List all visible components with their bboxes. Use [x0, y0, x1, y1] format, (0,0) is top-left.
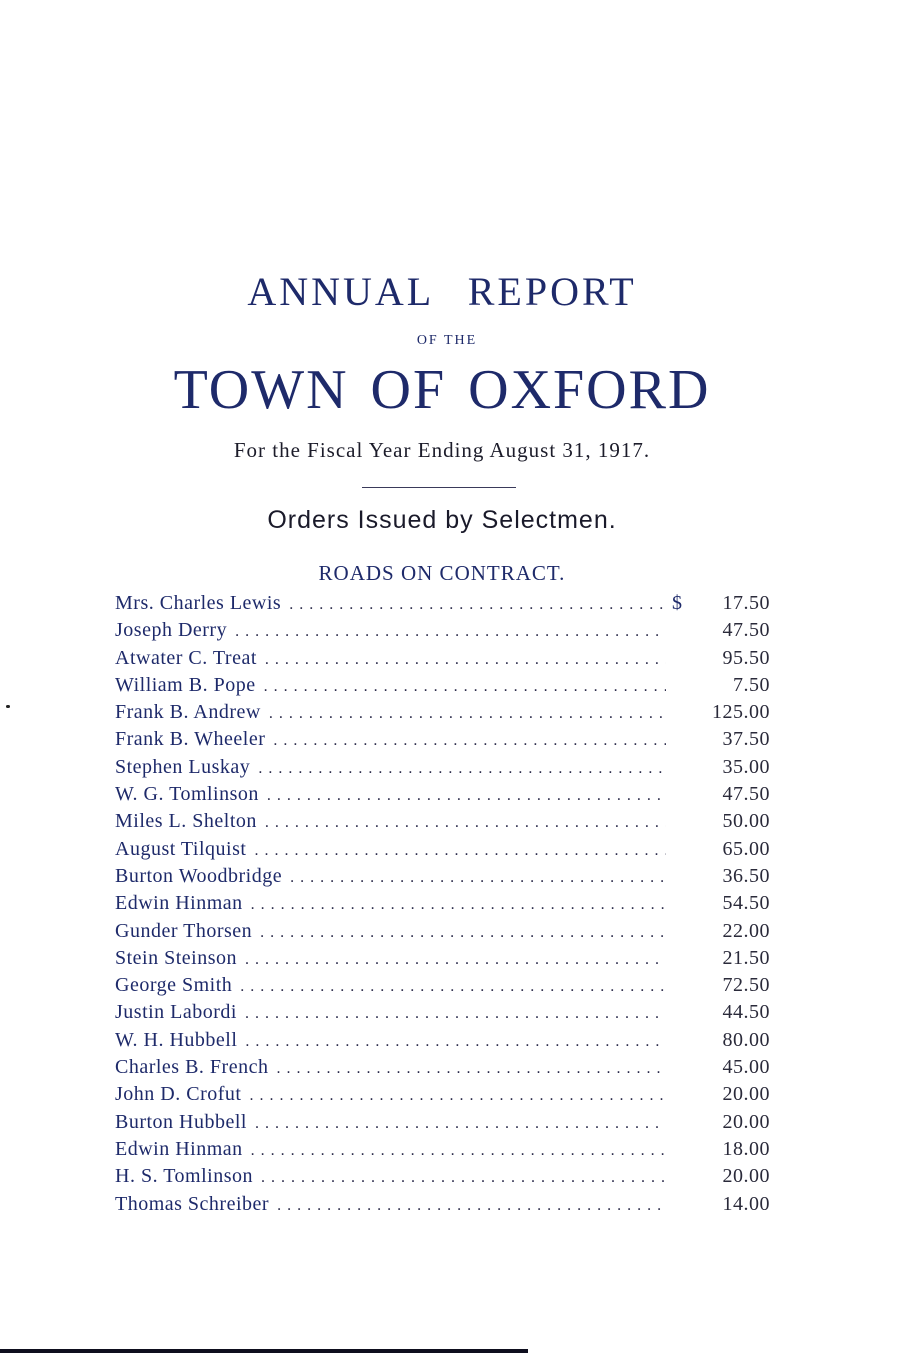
ledger-row	[115, 1165, 770, 1192]
ledger-row	[115, 728, 770, 755]
orders-heading: Orders Issued by Selectmen.	[267, 506, 617, 534]
payment-amount: 45.00	[722, 1056, 770, 1079]
ledger-row	[115, 674, 770, 701]
dot-leader	[251, 1142, 666, 1160]
dot-leader	[251, 896, 666, 914]
payment-amount: 65.00	[722, 837, 770, 860]
dot-leader	[249, 1087, 666, 1105]
ledger-row	[115, 920, 770, 947]
section-heading: ROADS ON CONTRACT.	[318, 561, 566, 585]
ledger-row	[115, 1029, 770, 1056]
ledger-row	[115, 947, 770, 974]
payment-amount: 22.00	[722, 919, 770, 942]
fiscal-year-line: For the Fiscal Year Ending August 31, 1917.	[233, 438, 651, 462]
ledger-row	[115, 619, 770, 646]
payment-amount: 50.00	[722, 810, 770, 833]
dot-leader	[245, 1033, 666, 1051]
town-title: TOWN OF OXFORD	[173, 359, 711, 421]
dot-leader	[254, 842, 666, 860]
dot-leader	[245, 951, 666, 969]
payee-name: Charles B. French	[115, 1056, 269, 1079]
ledger-row	[115, 592, 770, 619]
ledger-row	[115, 865, 770, 892]
dot-leader	[240, 978, 666, 996]
ledger-row	[115, 647, 770, 674]
dot-leader	[265, 814, 666, 832]
dot-leader	[235, 623, 666, 641]
payee-name: Frank B. Andrew	[115, 701, 261, 724]
payment-amount: 21.50	[722, 946, 770, 969]
dot-leader	[276, 1060, 666, 1078]
payment-amount: 20.00	[722, 1165, 770, 1188]
scan-speck	[6, 705, 10, 708]
dot-leader	[290, 869, 666, 887]
payee-name: Justin Labordi	[115, 1001, 237, 1024]
ledger-row	[115, 701, 770, 728]
payee-name: August Tilquist	[115, 837, 247, 860]
ledger-row	[115, 838, 770, 865]
payment-amount: 18.00	[722, 1137, 770, 1160]
payment-amount: 80.00	[722, 1028, 770, 1051]
dollar-sign: $	[672, 592, 683, 614]
payee-name: Joseph Derry	[115, 619, 228, 642]
payee-name: W. G. Tomlinson	[115, 783, 259, 806]
dot-leader	[258, 760, 666, 778]
payment-amount: 47.50	[722, 619, 770, 642]
ledger-row	[115, 810, 770, 837]
payee-name: Thomas Schreiber	[115, 1192, 270, 1215]
payment-amount: 7.50	[733, 673, 770, 696]
payee-name: William B. Pope	[115, 673, 256, 696]
payee-name: Stephen Luskay	[115, 755, 251, 778]
payee-name: Gunder Thorsen	[115, 919, 253, 942]
dot-leader	[269, 705, 666, 723]
payee-name: George Smith	[115, 974, 233, 997]
dot-leader	[260, 924, 666, 942]
dot-leader	[245, 1005, 666, 1023]
ledger-row	[115, 1056, 770, 1083]
payment-amount: 20.00	[722, 1110, 770, 1133]
scan-edge-line	[0, 1349, 528, 1353]
of-the-label: OF THE	[416, 333, 478, 348]
payment-amount: 17.50	[722, 592, 770, 614]
payment-amount: 37.50	[722, 728, 770, 751]
payment-amount: 44.50	[722, 1001, 770, 1024]
payment-amount: 35.00	[722, 755, 770, 778]
dot-leader	[277, 1197, 666, 1215]
dot-leader	[255, 1115, 666, 1133]
ledger-row	[115, 756, 770, 783]
dot-leader	[261, 1169, 666, 1187]
payee-name: Mrs. Charles Lewis	[115, 592, 282, 614]
ledger-row	[115, 974, 770, 1001]
payee-name: Edwin Hinman	[115, 892, 243, 915]
dot-leader	[289, 596, 666, 614]
ledger-row	[115, 892, 770, 919]
ledger-row	[115, 1193, 770, 1220]
payee-name: Frank B. Wheeler	[115, 728, 266, 751]
payee-name: Atwater C. Treat	[115, 646, 257, 669]
payee-name: Miles L. Shelton	[115, 810, 257, 833]
payee-name: Stein Steinson	[115, 946, 238, 969]
payee-name: Edwin Hinman	[115, 1137, 243, 1160]
dot-leader	[273, 732, 666, 750]
payee-name: John D. Crofut	[115, 1083, 242, 1106]
payee-name: H. S. Tomlinson	[115, 1165, 253, 1188]
dot-leader	[264, 678, 666, 696]
ledger-row	[115, 783, 770, 810]
payment-amount: 95.50	[722, 646, 770, 669]
divider-rule	[362, 487, 516, 488]
payment-amount: 14.00	[722, 1192, 770, 1215]
payment-amount: 20.00	[722, 1083, 770, 1106]
payment-amount: 54.50	[722, 892, 770, 915]
payment-amount: 47.50	[722, 783, 770, 806]
report-title: ANNUAL REPORT	[247, 269, 637, 314]
payment-amount: 72.50	[722, 974, 770, 997]
ledger-row	[115, 1138, 770, 1165]
ledger-table	[115, 592, 770, 1220]
dot-leader	[267, 787, 666, 805]
ledger-row	[115, 1111, 770, 1138]
payee-name: Burton Hubbell	[115, 1110, 247, 1133]
payee-name: W. H. Hubbell	[115, 1028, 238, 1051]
ledger-row	[115, 1001, 770, 1028]
payee-name: Burton Woodbridge	[115, 864, 283, 887]
payment-amount: 36.50	[722, 864, 770, 887]
payment-amount: 125.00	[712, 701, 770, 724]
dot-leader	[265, 651, 666, 669]
ledger-row	[115, 1083, 770, 1110]
